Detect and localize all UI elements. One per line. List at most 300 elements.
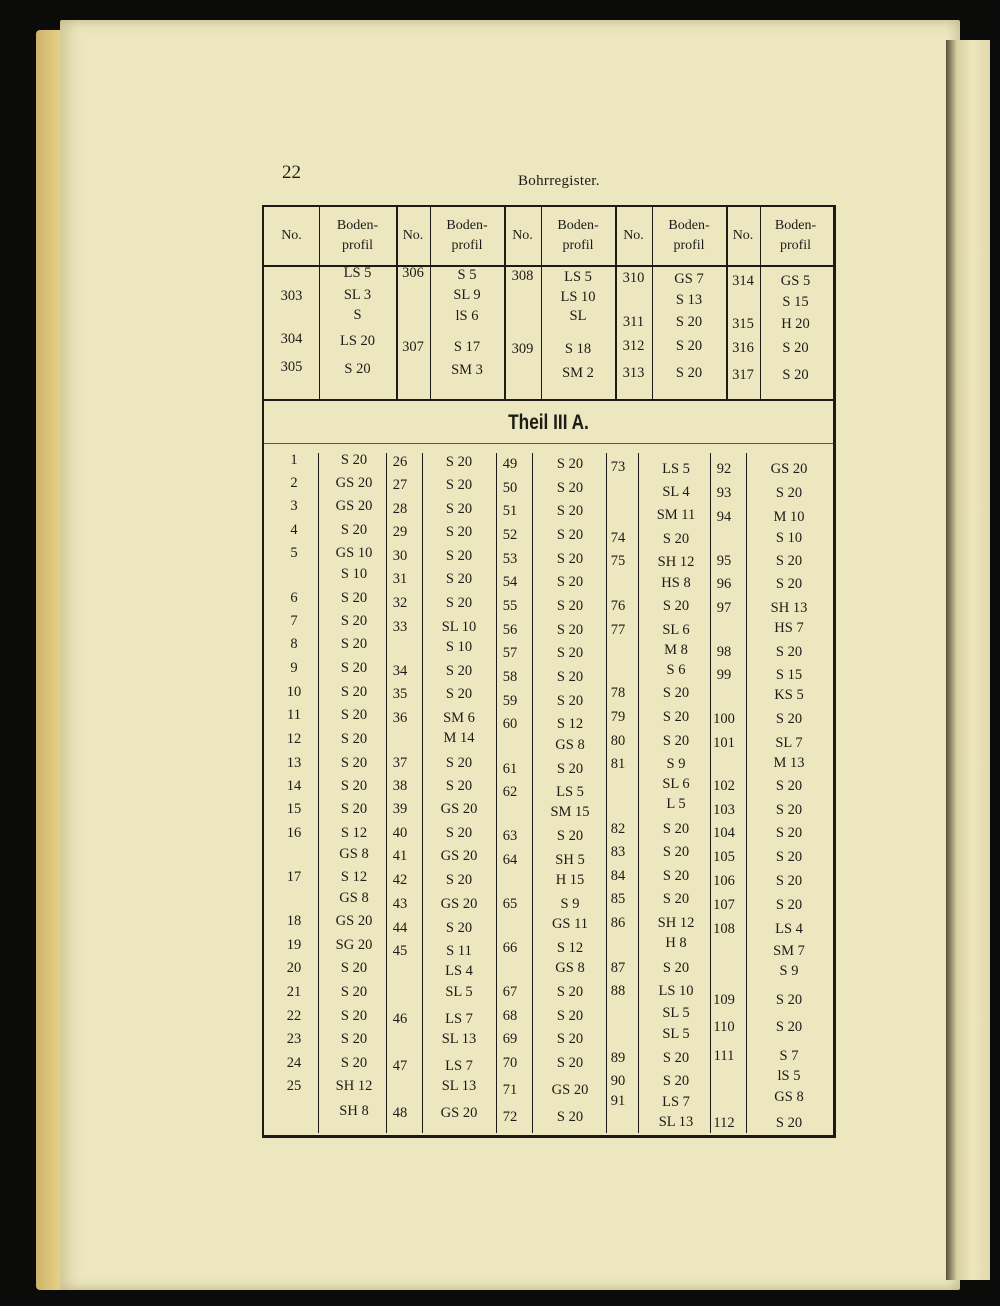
- column-rule: [396, 207, 398, 399]
- entry-profile: S 20: [340, 1031, 368, 1047]
- entry-number: 58: [502, 669, 518, 685]
- entry-number: 12: [286, 731, 302, 747]
- entry-profile: GS 20: [440, 801, 478, 817]
- entry-number: 57: [502, 645, 518, 661]
- entry-number: 110: [713, 1019, 735, 1035]
- entry-profile: SL 5: [662, 1026, 690, 1042]
- entry-number: 308: [511, 268, 534, 284]
- entry-profile: S 20: [445, 595, 473, 611]
- entry-number: 6: [290, 590, 298, 606]
- header-profile: Boden- profil: [774, 218, 817, 253]
- entry-profile: LS 5: [343, 265, 372, 281]
- entry-profile: GS 20: [335, 475, 373, 491]
- entry-profile: S 20: [556, 503, 584, 519]
- entry-profile: S 20: [775, 644, 803, 660]
- entry-profile: LS 4: [775, 921, 803, 937]
- entry-profile: S 20: [662, 960, 690, 976]
- entry-profile: S 20: [782, 340, 809, 356]
- entry-number: 75: [610, 553, 626, 569]
- entry-number: 80: [610, 733, 626, 749]
- header-no: No.: [512, 228, 533, 243]
- entry-profile: S 20: [662, 709, 690, 725]
- entry-number: 112: [713, 1115, 735, 1131]
- entry-number: 76: [610, 598, 626, 614]
- entry-profile: S 20: [340, 707, 368, 723]
- entry-number: 62: [502, 784, 518, 800]
- entry-number: 55: [502, 598, 518, 614]
- entry-number: 314: [732, 273, 754, 289]
- entry-profile: S 10: [445, 639, 473, 655]
- entry-number: 94: [716, 509, 732, 525]
- entry-profile: SL 5: [662, 1005, 690, 1021]
- entry-number: 315: [732, 316, 754, 332]
- entry-profile: HS 8: [661, 575, 691, 591]
- entry-profile: S 15: [782, 294, 809, 310]
- entry-number: 47: [392, 1058, 408, 1074]
- entry-profile: S 12: [340, 825, 368, 841]
- entry-profile: S 20: [340, 1008, 368, 1024]
- next-page-edge: [946, 40, 990, 1280]
- entry-profile: S 20: [775, 802, 803, 818]
- entry-number: 107: [713, 897, 735, 913]
- running-head: Bohrregister.: [518, 173, 600, 189]
- entry-profile: S 10: [775, 530, 803, 546]
- entry-number: 31: [392, 571, 408, 587]
- entry-number: 8: [290, 636, 298, 652]
- entry-profile: SL 13: [441, 1078, 477, 1094]
- entry-profile: S 20: [675, 338, 703, 354]
- entry-profile: S 20: [445, 686, 473, 702]
- entry-number: 33: [392, 619, 408, 635]
- entry-number: 28: [392, 501, 408, 517]
- entry-profile: S 20: [775, 485, 803, 501]
- entry-number: 41: [392, 848, 408, 864]
- entry-number: 316: [732, 340, 754, 356]
- entry-profile: S 20: [775, 711, 803, 727]
- entry-profile: GS 8: [339, 846, 369, 862]
- entry-profile: S 20: [782, 367, 809, 383]
- entry-profile: S 20: [662, 685, 690, 701]
- entry-number: 96: [716, 576, 732, 592]
- entry-profile: SM 6: [443, 710, 475, 726]
- entry-profile: SH 12: [657, 554, 695, 570]
- entry-number: 19: [286, 937, 302, 953]
- entry-profile: SM 3: [451, 362, 483, 378]
- entry-profile: S: [353, 307, 362, 323]
- header-profile: Boden- profil: [336, 218, 379, 253]
- entry-profile: L 5: [666, 796, 686, 812]
- entry-profile: S 12: [556, 716, 584, 732]
- section-title: Theil III A.: [508, 411, 589, 434]
- entry-profile: S 20: [340, 613, 368, 629]
- entry-number: 14: [286, 778, 302, 794]
- entry-number: 15: [286, 801, 302, 817]
- entry-profile: lS 6: [455, 308, 479, 324]
- entry-profile: GS 20: [440, 1105, 478, 1121]
- entry-number: 37: [392, 755, 408, 771]
- entry-profile: S 5: [457, 267, 477, 283]
- entry-number: 311: [622, 314, 645, 330]
- entry-profile: S 20: [340, 778, 368, 794]
- entry-number: 52: [502, 527, 518, 543]
- entry-profile: SL 9: [453, 287, 481, 303]
- entry-number: 313: [622, 365, 645, 381]
- entry-profile: S 20: [556, 1008, 584, 1024]
- section-rule: [264, 443, 833, 444]
- entry-number: 91: [610, 1093, 626, 1109]
- entry-profile: lS 5: [777, 1068, 801, 1084]
- entry-number: 66: [502, 940, 518, 956]
- entry-profile: S 20: [340, 590, 368, 606]
- entry-profile: S 20: [340, 636, 368, 652]
- entry-profile: SM 7: [773, 943, 805, 959]
- entry-number: 307: [402, 339, 424, 355]
- entry-number: 44: [392, 920, 408, 936]
- entry-number: 303: [280, 288, 303, 304]
- header-profile: Boden- profil: [668, 218, 710, 253]
- entry-number: 83: [610, 844, 626, 860]
- register-table: [262, 205, 836, 1138]
- entry-profile: S 20: [556, 551, 584, 567]
- entry-number: 93: [716, 485, 732, 501]
- entry-profile: S 20: [445, 825, 473, 841]
- entry-profile: S 15: [775, 667, 803, 683]
- entry-number: 11: [287, 707, 301, 723]
- entry-profile: S 20: [662, 531, 690, 547]
- entry-profile: S 20: [340, 522, 368, 538]
- entry-number: 95: [716, 553, 732, 569]
- entry-number: 70: [502, 1055, 518, 1071]
- entry-profile: LS 7: [445, 1011, 473, 1027]
- entry-profile: S 20: [775, 992, 803, 1008]
- entry-profile: SM 15: [550, 804, 590, 820]
- entry-profile: S 20: [556, 1109, 584, 1125]
- header-profile: Boden- profil: [557, 218, 599, 253]
- entry-number: 106: [713, 873, 735, 889]
- entry-number: 88: [610, 983, 626, 999]
- entry-number: 34: [392, 663, 408, 679]
- entry-profile: LS 10: [658, 983, 694, 999]
- entry-profile: GS 20: [770, 461, 808, 477]
- entry-number: 54: [502, 574, 518, 590]
- entry-profile: S 20: [445, 454, 473, 470]
- entry-profile: GS 8: [555, 960, 585, 976]
- entry-profile: S 12: [340, 869, 368, 885]
- entry-profile: SH 8: [339, 1103, 369, 1119]
- entry-number: 98: [716, 644, 732, 660]
- entry-number: 7: [290, 613, 298, 629]
- entry-number: 22: [286, 1008, 302, 1024]
- entry-profile: S 11: [446, 943, 472, 959]
- entry-profile: S 20: [775, 825, 803, 841]
- entry-number: 53: [502, 551, 518, 567]
- entry-number: 39: [392, 801, 408, 817]
- entry-profile: S 20: [556, 1031, 584, 1047]
- entry-number: 109: [713, 992, 735, 1008]
- entry-profile: S 20: [445, 571, 473, 587]
- entry-profile: SM 2: [562, 365, 594, 381]
- entry-profile: S 20: [775, 849, 803, 865]
- entry-number: 23: [286, 1031, 302, 1047]
- entry-profile: S 20: [340, 984, 368, 1000]
- entry-number: 24: [286, 1055, 302, 1071]
- entry-profile: SL 13: [441, 1031, 477, 1047]
- entry-profile: SL 3: [343, 287, 372, 303]
- entry-number: 90: [610, 1073, 626, 1089]
- entry-profile: S 10: [340, 566, 368, 582]
- entry-number: 100: [713, 711, 735, 727]
- entry-number: 64: [502, 852, 518, 868]
- entry-number: 82: [610, 821, 626, 837]
- entry-profile: S 7: [779, 1048, 799, 1064]
- entry-number: 42: [392, 872, 408, 888]
- entry-profile: SH 12: [657, 915, 695, 931]
- header-profile: Boden- profil: [446, 218, 488, 253]
- entry-profile: S 20: [775, 897, 803, 913]
- entry-profile: S 20: [445, 524, 473, 540]
- entry-profile: S 17: [453, 339, 481, 355]
- entry-profile: SL 6: [662, 776, 690, 792]
- entry-profile: GS 11: [551, 916, 589, 932]
- entry-profile: S 20: [556, 645, 584, 661]
- column-rule: [504, 207, 506, 399]
- entry-profile: S 20: [556, 1055, 584, 1071]
- entry-profile: SL: [569, 308, 587, 324]
- entry-number: 32: [392, 595, 408, 611]
- entry-profile: S 20: [556, 527, 584, 543]
- entry-number: 46: [392, 1011, 408, 1027]
- entry-number: 92: [716, 461, 732, 477]
- header-no: No.: [732, 228, 754, 243]
- entry-profile: SL 4: [662, 484, 690, 500]
- entry-profile: GS 20: [440, 848, 478, 864]
- entry-number: 38: [392, 778, 408, 794]
- entry-number: 67: [502, 984, 518, 1000]
- entry-profile: GS 8: [555, 737, 585, 753]
- entry-profile: SL 10: [441, 619, 477, 635]
- entry-profile: S 20: [445, 477, 473, 493]
- entry-number: 29: [392, 524, 408, 540]
- entry-profile: M 14: [443, 730, 475, 746]
- entry-number: 27: [392, 477, 408, 493]
- entry-profile: S 20: [445, 663, 473, 679]
- entry-number: 104: [713, 825, 735, 841]
- entry-profile: GS 10: [335, 545, 373, 561]
- entry-number: 21: [286, 984, 302, 1000]
- entry-profile: LS 10: [560, 289, 596, 305]
- entry-number: 3: [290, 498, 298, 514]
- header-no: No.: [281, 228, 302, 243]
- entry-number: 17: [286, 869, 302, 885]
- entry-number: 69: [502, 1031, 518, 1047]
- entry-number: 105: [713, 849, 735, 865]
- entry-profile: SH 5: [555, 852, 585, 868]
- entry-number: 81: [610, 756, 626, 772]
- entry-profile: S 20: [556, 693, 584, 709]
- entry-profile: S 20: [775, 1019, 803, 1035]
- entry-profile: GS 20: [335, 498, 373, 514]
- entry-profile: S 20: [340, 960, 368, 976]
- entry-number: 304: [280, 331, 303, 347]
- entry-number: 74: [610, 530, 626, 546]
- entry-profile: S 20: [662, 1073, 690, 1089]
- entry-profile: S 20: [556, 456, 584, 472]
- entry-number: 26: [392, 454, 408, 470]
- entry-profile: S 20: [340, 1055, 368, 1071]
- entry-number: 2: [290, 475, 298, 491]
- entry-number: 63: [502, 828, 518, 844]
- entry-profile: S 20: [445, 548, 473, 564]
- entry-number: 1: [290, 452, 298, 468]
- entry-number: 108: [713, 921, 735, 937]
- entry-number: 99: [716, 667, 732, 683]
- entry-profile: S 9: [779, 963, 799, 979]
- entry-profile: GS 8: [774, 1089, 804, 1105]
- entry-profile: LS 7: [445, 1058, 473, 1074]
- entry-number: 73: [610, 459, 626, 475]
- entry-number: 40: [392, 825, 408, 841]
- entry-number: 84: [610, 868, 626, 884]
- entry-profile: S 20: [340, 801, 368, 817]
- entry-profile: S 20: [556, 622, 584, 638]
- entry-profile: S 6: [666, 662, 686, 678]
- entry-number: 45: [392, 943, 408, 959]
- entry-profile: LS 5: [564, 269, 592, 285]
- entry-number: 309: [511, 341, 534, 357]
- entry-profile: SH 12: [335, 1078, 373, 1094]
- entry-profile: S 20: [662, 868, 690, 884]
- entry-profile: S 20: [445, 501, 473, 517]
- entry-number: 20: [286, 960, 302, 976]
- entry-number: 102: [713, 778, 735, 794]
- entry-number: 111: [713, 1048, 735, 1064]
- entry-number: 59: [502, 693, 518, 709]
- entry-number: 101: [713, 735, 735, 751]
- entry-profile: GS 5: [780, 273, 811, 289]
- entry-number: 86: [610, 915, 626, 931]
- entry-profile: H 20: [781, 316, 810, 332]
- entry-profile: S 20: [775, 873, 803, 889]
- entry-number: 16: [286, 825, 302, 841]
- entry-number: 35: [392, 686, 408, 702]
- entry-profile: S 20: [775, 1115, 803, 1131]
- entry-profile: LS 5: [556, 784, 584, 800]
- entry-profile: S 20: [675, 314, 703, 330]
- entry-profile: S 20: [556, 598, 584, 614]
- entry-profile: SG 20: [335, 937, 373, 953]
- entry-profile: M 13: [773, 755, 805, 771]
- entry-profile: S 20: [445, 755, 473, 771]
- entry-profile: SL 13: [658, 1114, 694, 1130]
- entry-number: 18: [286, 913, 302, 929]
- entry-profile: S 20: [445, 920, 473, 936]
- entry-profile: S 20: [556, 761, 584, 777]
- entry-profile: GS 20: [335, 913, 373, 929]
- entry-number: 48: [392, 1105, 408, 1121]
- entry-profile: M 10: [773, 509, 805, 525]
- header-no: No.: [623, 228, 644, 243]
- entry-profile: H 15: [555, 872, 585, 888]
- header-no: No.: [402, 228, 424, 243]
- entry-number: 13: [286, 755, 302, 771]
- entry-profile: S 20: [662, 1050, 690, 1066]
- entry-number: 56: [502, 622, 518, 638]
- top-block-rule: [264, 399, 833, 401]
- entry-profile: H 8: [665, 935, 687, 951]
- entry-profile: LS 4: [445, 963, 473, 979]
- entry-profile: S 20: [775, 576, 803, 592]
- entry-profile: S 12: [556, 940, 584, 956]
- entry-number: 72: [502, 1109, 518, 1125]
- entry-profile: LS 20: [339, 333, 376, 349]
- entry-profile: LS 5: [662, 461, 690, 477]
- entry-profile: S 20: [340, 684, 368, 700]
- entry-number: 71: [502, 1082, 518, 1098]
- entry-profile: S 13: [675, 292, 703, 308]
- entry-number: 61: [502, 761, 518, 777]
- entry-profile: SL 5: [445, 984, 473, 1000]
- entry-profile: SH 13: [770, 600, 808, 616]
- entry-profile: S 20: [340, 452, 368, 468]
- entry-profile: S 20: [340, 660, 368, 676]
- entry-profile: S 20: [556, 828, 584, 844]
- entry-number: 51: [502, 503, 518, 519]
- entry-number: 77: [610, 622, 626, 638]
- entry-number: 78: [610, 685, 626, 701]
- entry-profile: S 20: [775, 553, 803, 569]
- entry-profile: SM 11: [656, 507, 696, 523]
- entry-profile: S 20: [662, 844, 690, 860]
- entry-number: 312: [622, 338, 645, 354]
- entry-profile: S 20: [556, 984, 584, 1000]
- entry-profile: S 20: [340, 731, 368, 747]
- entry-profile: GS 7: [674, 271, 704, 287]
- entry-profile: S 20: [662, 821, 690, 837]
- entry-number: 103: [713, 802, 735, 818]
- entry-profile: S 20: [662, 891, 690, 907]
- entry-number: 9: [290, 660, 298, 676]
- entry-number: 317: [732, 367, 754, 383]
- entry-profile: S 20: [340, 755, 368, 771]
- entry-profile: S 18: [564, 341, 592, 357]
- entry-profile: S 20: [445, 872, 473, 888]
- entry-profile: S 20: [556, 669, 584, 685]
- entry-profile: KS 5: [774, 687, 804, 703]
- entry-number: 97: [716, 600, 732, 616]
- entry-number: 36: [392, 710, 408, 726]
- entry-profile: S 20: [662, 598, 690, 614]
- entry-profile: LS 7: [662, 1094, 690, 1110]
- entry-number: 79: [610, 709, 626, 725]
- entry-profile: SL 7: [775, 735, 803, 751]
- entry-profile: M 8: [664, 642, 688, 658]
- entry-profile: GS 20: [551, 1082, 589, 1098]
- entry-number: 43: [392, 896, 408, 912]
- entry-profile: SL 6: [662, 622, 690, 638]
- entry-number: 89: [610, 1050, 626, 1066]
- entry-number: 10: [286, 684, 302, 700]
- entry-number: 60: [502, 716, 518, 732]
- entry-profile: S 20: [675, 365, 703, 381]
- entry-profile: S 9: [560, 896, 580, 912]
- entry-number: 68: [502, 1008, 518, 1024]
- entry-profile: S 20: [344, 361, 371, 377]
- entry-number: 5: [290, 545, 298, 561]
- entry-number: 30: [392, 548, 408, 564]
- entry-profile: GS 8: [339, 890, 369, 906]
- entry-number: 87: [610, 960, 626, 976]
- entry-profile: S 20: [662, 733, 690, 749]
